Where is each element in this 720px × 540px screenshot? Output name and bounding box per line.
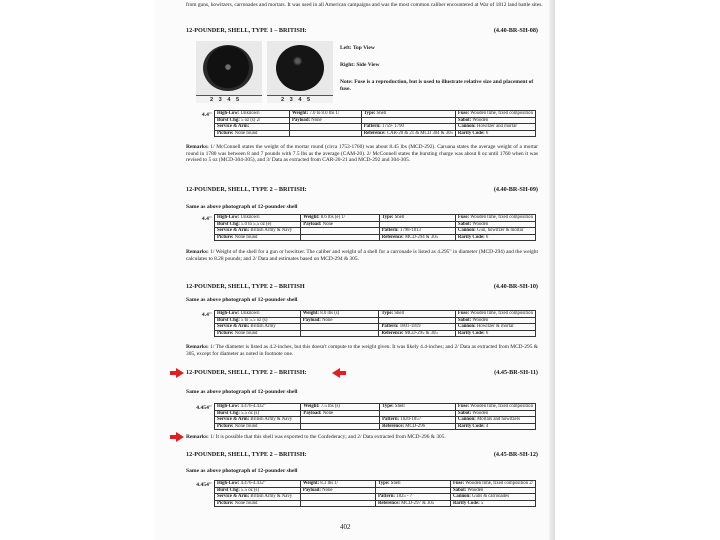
spec-cell	[215, 423, 301, 430]
spec-row	[215, 410, 536, 417]
spec-cell	[215, 234, 301, 241]
spec-cell	[215, 404, 301, 411]
spec-label: High-Low:	[217, 311, 240, 316]
spec-cell	[215, 215, 301, 222]
spec-value: Guns & carronades	[470, 494, 510, 500]
spec-label: Picture:	[217, 330, 234, 336]
spec-label: Fuse:	[457, 311, 470, 316]
spec-label: Sabot:	[452, 487, 467, 493]
spec-value: 7.5 lbs (s)	[319, 404, 340, 409]
spec-label: Cannon:	[452, 494, 471, 500]
spec-label: Weight:	[291, 111, 309, 116]
spec-row	[215, 404, 536, 411]
spec-cell	[215, 124, 290, 131]
spec-value: 1759- 1790	[380, 124, 404, 130]
spec-label: Picture:	[217, 423, 234, 429]
spec-cell	[450, 487, 535, 494]
spec-value: Wooden time, fixed composition	[469, 311, 533, 316]
spec-label: Fuse:	[457, 111, 470, 116]
section-3-spec-table	[214, 310, 536, 337]
spec-label: Sabot:	[457, 317, 472, 323]
spec-cell	[379, 228, 455, 235]
section-5-spec-table	[214, 480, 536, 507]
spec-value: 5.5 oz (s)	[239, 487, 259, 493]
spec-cell	[380, 423, 456, 430]
photo-ruler-right: 2 3 4 5	[267, 95, 333, 103]
spec-value: Wooden time, fixed composition	[469, 215, 533, 220]
spec-value: 4.476-4.432"	[239, 404, 266, 409]
spec-label: Payload:	[302, 317, 321, 323]
spec-label: Cannon:	[457, 228, 476, 234]
spec-label: Pattern:	[381, 324, 399, 330]
spec-value: Wooden	[471, 410, 489, 416]
spec-cell	[455, 311, 535, 318]
spec-cell	[455, 221, 535, 228]
spec-cell	[301, 410, 380, 417]
spec-value: 4	[484, 423, 489, 429]
red-arrow-right-icon	[176, 368, 184, 378]
spec-cell	[361, 124, 455, 131]
spec-cell	[375, 500, 450, 507]
spec-row	[215, 111, 536, 118]
spec-row	[215, 487, 536, 494]
spec-cell	[301, 404, 380, 411]
spec-cell	[455, 317, 535, 324]
spec-cell	[379, 330, 455, 337]
section-2-caliber: 4.4"	[201, 216, 212, 222]
spec-cell	[379, 221, 455, 228]
spec-cell	[215, 494, 301, 501]
spec-value: 7.0 to 8.0 lbs 1/	[308, 111, 340, 116]
spec-value: 6	[484, 234, 489, 240]
spec-value: 6	[484, 330, 489, 336]
spec-cell	[455, 324, 535, 331]
red-arrow-remarks-icon	[176, 432, 184, 442]
red-arrow-left-shaft	[339, 371, 346, 375]
spec-row	[215, 221, 536, 228]
spec-value: 4.476-4.432"	[239, 481, 266, 486]
spec-value: MCD-294 & 305	[403, 234, 438, 240]
spec-row	[215, 330, 536, 337]
spec-value: None found	[233, 130, 258, 136]
spec-label: Type:	[363, 111, 376, 116]
spec-cell	[450, 494, 535, 501]
spec-label: Service & Arm:	[217, 324, 250, 330]
spec-cell	[380, 417, 456, 424]
spec-value: Howitzer and mortar	[475, 124, 517, 130]
spec-value: Howitzer & mortar	[475, 324, 514, 330]
spec-row	[215, 481, 536, 488]
spec-cell	[455, 215, 535, 222]
red-arrow-remarks-shaft	[170, 435, 177, 439]
spec-value: Unknown	[239, 215, 260, 220]
spec-cell	[300, 500, 375, 507]
spec-cell	[301, 221, 379, 228]
spec-cell	[379, 317, 455, 324]
note-right-view: Right: Side View	[340, 62, 380, 68]
spec-label: Reference:	[363, 130, 386, 136]
spec-label: Pattern:	[363, 124, 381, 130]
spec-label: Weight:	[302, 481, 320, 486]
spec-label: Service & Arm:	[217, 228, 250, 234]
spec-value: Shell	[375, 111, 387, 116]
spec-cell	[380, 410, 456, 417]
spec-value: None	[320, 317, 333, 323]
section-5-subtitle: Same as above photograph of 12-pounder shell	[186, 468, 298, 474]
spec-row	[215, 494, 536, 501]
spec-value: British Army & Navy	[249, 494, 293, 500]
section-4-title: 12-POUNDER, SHELL, TYPE 2 – BRITISH: (4.45-BR-SH-11)	[186, 369, 538, 376]
spec-cell	[300, 317, 379, 324]
spec-value: Wooden	[471, 317, 489, 323]
spec-row	[215, 317, 536, 324]
spec-label: Cannon:	[457, 124, 476, 130]
spec-cell	[379, 311, 455, 318]
spec-cell	[215, 330, 301, 337]
spec-value: Wooden time, fixed composition	[469, 404, 533, 409]
section-1-caliber: 4.4"	[201, 112, 212, 118]
spec-cell	[455, 117, 535, 124]
spec-value: Shell	[393, 404, 405, 409]
spec-value: British Army & Navy	[249, 228, 293, 234]
spec-label: Type:	[381, 215, 394, 220]
spec-label: Pattern:	[382, 417, 400, 423]
spec-cell	[361, 130, 455, 137]
spec-label: Rarity Code:	[452, 500, 480, 506]
spec-label: Pattern:	[381, 228, 399, 234]
spec-label: Picture:	[217, 500, 234, 506]
spec-value: None found	[233, 423, 258, 429]
shell-photo-top-view	[196, 41, 262, 103]
spec-row	[215, 130, 536, 137]
note-fuse: Note: Fuse is a reproduction, but is used to illustrate relative size and placement of fuse.	[340, 79, 534, 92]
spec-value: 5 to 5.5 oz (s)	[239, 317, 268, 323]
spec-value: None	[321, 221, 334, 227]
spec-row	[215, 117, 536, 124]
spec-label: Weight:	[303, 404, 320, 409]
spec-label: Fuse:	[457, 404, 470, 409]
spec-cell	[300, 481, 375, 488]
spec-value: British Army	[249, 324, 276, 330]
spec-label: Sabot:	[457, 117, 472, 123]
spec-cell	[289, 130, 361, 137]
spec-value: None found	[233, 500, 258, 506]
spec-row	[215, 124, 536, 131]
spec-cell	[361, 117, 455, 124]
spec-cell	[450, 500, 535, 507]
spec-label: Rarity Code:	[457, 234, 485, 240]
spec-cell	[301, 215, 379, 222]
shell-side-image	[276, 45, 324, 91]
spec-value: 8.6 lbs (e) 1/	[319, 215, 346, 220]
spec-label: Burst Chg:	[217, 410, 240, 416]
spec-value: CAR-20 & 21 & MCD 304 & 305	[385, 130, 453, 136]
spec-label: Cannon:	[457, 417, 476, 423]
spec-value: Gun, howitzer & mortar	[475, 228, 524, 234]
spec-cell	[455, 417, 535, 424]
spec-label: High-Low:	[217, 404, 240, 409]
spec-label: Payload:	[291, 117, 311, 123]
spec-cell	[455, 228, 535, 235]
spec-value: 1801-1819	[398, 324, 421, 330]
spec-value: Mortars and howitzers	[475, 417, 521, 423]
spec-cell	[450, 481, 535, 488]
page-number: 402	[340, 523, 351, 531]
spec-value: Unknown	[239, 111, 260, 116]
spec-value: 6	[484, 130, 489, 136]
red-arrow-right-shaft	[170, 371, 177, 375]
section-4-code: (4.45-BR-SH-11)	[494, 369, 538, 376]
spec-cell	[300, 324, 379, 331]
spec-value: None	[320, 487, 333, 493]
spec-cell	[215, 221, 301, 228]
spec-value: MCD-297 & 305	[399, 500, 435, 506]
spec-label: Sabot:	[457, 410, 472, 416]
section-2-title: 12-POUNDER, SHELL, TYPE 2 – BRITISH: (4.40-BR-SH-09)	[186, 186, 538, 193]
spec-value: 8.0 lbs (s)	[319, 311, 340, 316]
spec-cell	[215, 487, 301, 494]
spec-row	[215, 500, 536, 507]
spec-cell	[215, 228, 301, 235]
spec-cell	[289, 117, 361, 124]
intro-paragraph: from guns, howitzers, carronades and mortars. It was used in all American campaigns and was the most common caliber encountered at War of 1812 land battle sites.	[186, 2, 543, 8]
spec-cell	[300, 330, 379, 337]
spec-cell	[215, 130, 290, 137]
spec-label: Rarity Code:	[457, 423, 485, 429]
spec-row	[215, 228, 536, 235]
spec-row	[215, 423, 536, 430]
spec-value: Shell	[389, 481, 401, 486]
section-3-remarks: Remarks: 1/ The diameter is listed as 4.2-inches, but this doesn't compute to the weight given. It was likely 4.4-inches; and 2/ Data as extracted from MCD-295 & 305, except for diameter as noted in footnote one.	[186, 344, 538, 357]
spec-value: 1825 - ?	[394, 494, 412, 500]
spec-cell	[215, 500, 301, 507]
spec-cell	[215, 117, 290, 124]
spec-cell	[375, 481, 450, 488]
section-1-code: (4.40-BR-SH-08)	[493, 27, 538, 34]
spec-cell	[301, 423, 380, 430]
spec-row	[215, 311, 536, 318]
section-3-subtitle: Same as above photograph of 12-pounder shell	[186, 297, 298, 303]
spec-cell	[379, 324, 455, 331]
section-2-subtitle: Same as above photograph of 12-pounder shell	[186, 204, 298, 210]
spec-cell	[215, 417, 301, 424]
spec-cell	[455, 234, 535, 241]
spec-label: Type:	[382, 404, 394, 409]
spec-cell	[455, 111, 535, 118]
spec-cell	[289, 124, 361, 131]
spec-value: None found	[233, 234, 258, 240]
section-3-caliber: 4.4"	[201, 312, 212, 318]
shell-photo-side-view	[267, 41, 333, 103]
spec-cell	[300, 494, 375, 501]
spec-label: Picture:	[217, 234, 234, 240]
spec-label: Rarity Code:	[457, 130, 485, 136]
spec-cell	[289, 111, 361, 118]
spec-row	[215, 417, 536, 424]
spec-cell	[455, 124, 535, 131]
spec-cell	[375, 494, 450, 501]
section-1-remarks: Remarks: 1/ McConnell states the weight of the mortar round (circa 1753-1760) was about 8.45 lbs (MCD-292). Caruana states the average weight of a mortar round in 1780 was between 8 and 7 pounds with 7.5 lbs as the average (CAM-20). 2/ McConnell states the bursting charge was about 8 oz until 1760 when it was revised to 5 oz (MCD-304-305), and 3/ Data as extracted from CAR-20-21 and MCD-292 and 304-305.	[186, 144, 538, 163]
spec-cell	[455, 330, 535, 337]
spec-value: 5.0 to 5.5 oz (e)	[239, 221, 272, 227]
spec-label: Cannon:	[457, 324, 476, 330]
spec-value: 5	[479, 500, 484, 506]
spec-value: MCD-295 & 305	[403, 330, 438, 336]
spec-value: None	[321, 410, 334, 416]
spec-cell	[301, 234, 379, 241]
spec-label: Weight:	[303, 215, 320, 220]
spec-value: Wooden time, fixed composition	[469, 111, 533, 116]
photo-ruler-left: 2 3 4 5	[196, 95, 262, 103]
section-4-caliber: 4.454"	[196, 405, 212, 411]
spec-label: Type:	[381, 311, 394, 316]
spec-cell	[380, 404, 456, 411]
spec-cell	[215, 317, 301, 324]
spec-cell	[455, 404, 535, 411]
spec-label: High-Low:	[217, 481, 240, 486]
section-5-code: (4.45-BR-SH-12)	[493, 451, 538, 458]
section-5-title: 12-POUNDER, SHELL, TYPE 2 – BRITISH: (4.45-BR-SH-12)	[186, 451, 538, 458]
spec-label: Service & Arm:	[217, 124, 250, 130]
spec-cell	[300, 487, 375, 494]
spec-cell	[455, 410, 535, 417]
spec-cell	[455, 130, 535, 137]
spec-label: Service & Arm:	[217, 494, 250, 500]
spec-cell	[215, 324, 301, 331]
spec-value: 5.5 oz (s)	[239, 410, 259, 416]
section-3-code: (4.40-BR-SH-10)	[493, 283, 538, 290]
spec-value: 8.3 lbs 1/	[319, 481, 339, 486]
spec-cell	[455, 423, 535, 430]
spec-label: Burst Chg:	[217, 317, 240, 323]
spec-cell	[215, 111, 290, 118]
spec-value: 1820-1857	[399, 417, 422, 423]
section-4-subtitle: Same as above photograph of 12-pounder shell	[186, 389, 298, 395]
spec-row	[215, 234, 536, 241]
spec-cell	[215, 481, 301, 488]
spec-label: Service & Arm:	[217, 417, 250, 423]
section-4-remarks: Remarks: 1/ It is possible that this shell was exported to the Confederacy; and 2/ Data extracted from MCD-296 & 305.	[186, 434, 446, 440]
spec-value: Unknown	[239, 311, 260, 316]
spec-label: Payload:	[303, 221, 322, 227]
spec-cell	[215, 311, 301, 318]
spec-cell	[379, 234, 455, 241]
spec-label: Burst Chg:	[217, 117, 240, 123]
page-gutter-shadow	[549, 0, 555, 540]
spec-cell	[379, 215, 455, 222]
spec-label: High-Low:	[217, 111, 240, 116]
section-1-title: 12-POUNDER, SHELL, TYPE 1 – BRITISH: (4.40-BR-SH-08)	[186, 27, 538, 34]
spec-label: Reference:	[381, 330, 404, 336]
section-1-spec-table	[214, 110, 536, 137]
spec-label: Rarity Code:	[457, 330, 485, 336]
spec-label: Payload:	[303, 410, 322, 416]
spec-label: Weight:	[302, 311, 320, 316]
spec-cell	[300, 311, 379, 318]
spec-cell	[215, 410, 301, 417]
section-3-title: 12-POUNDER, SHELL, TYPE 2 – BRITISH (4.40-BR-SH-10)	[186, 283, 538, 290]
spec-label: Sabot:	[457, 221, 472, 227]
spec-value: Wooden	[466, 487, 484, 493]
spec-label: Reference:	[381, 234, 404, 240]
spec-label: Payload:	[302, 487, 321, 493]
spec-label: Reference:	[382, 423, 405, 429]
section-4-spec-table	[214, 403, 536, 430]
spec-value: Wooden time, fixed composition 2/	[464, 481, 533, 486]
spec-cell	[301, 228, 379, 235]
spec-value: None	[310, 117, 322, 123]
spec-value: None found	[233, 330, 258, 336]
spec-value: Wooden	[471, 221, 489, 227]
note-left-view: Left: Top View	[340, 45, 375, 51]
spec-value: 1798-1813	[398, 228, 421, 234]
spec-label: Picture:	[217, 130, 234, 136]
spec-cell	[375, 487, 450, 494]
spec-cell	[361, 111, 455, 118]
section-5-caliber: 4.454"	[196, 482, 212, 488]
spec-label: High-Low:	[217, 215, 240, 220]
spec-value: Wooden	[471, 117, 489, 123]
spec-cell	[301, 417, 380, 424]
spec-value: Shell	[393, 215, 405, 220]
spec-value: 5 oz (s) 2/	[239, 117, 261, 123]
spec-label: Reference:	[377, 500, 400, 506]
spec-label: Type:	[377, 481, 390, 486]
section-2-code: (4.40-BR-SH-09)	[493, 186, 538, 193]
spec-value: MCD-296	[404, 423, 425, 429]
spec-label: Burst Chg:	[217, 487, 240, 493]
spec-label: Burst Chg:	[217, 221, 240, 227]
spec-row	[215, 215, 536, 222]
section-2-spec-table	[214, 214, 536, 241]
spec-value: British Army & Navy	[249, 417, 293, 423]
spec-value: Shell	[393, 311, 405, 316]
shell-top-image	[203, 45, 253, 91]
spec-row	[215, 324, 536, 331]
spec-label: Fuse:	[452, 481, 465, 486]
spec-label: Pattern:	[377, 494, 395, 500]
section-2-remarks: Remarks: 1/ Weight of the shell for a gun or howitzer. The caliber and weight of a shell for a carronade is listed as 4.295" in diameter (MCD-294) and the weight calculates to 8.28 pounds; and 2/ Data and estimates based on MCD-294 & 305.	[186, 249, 538, 262]
spec-label: Fuse:	[457, 215, 470, 220]
